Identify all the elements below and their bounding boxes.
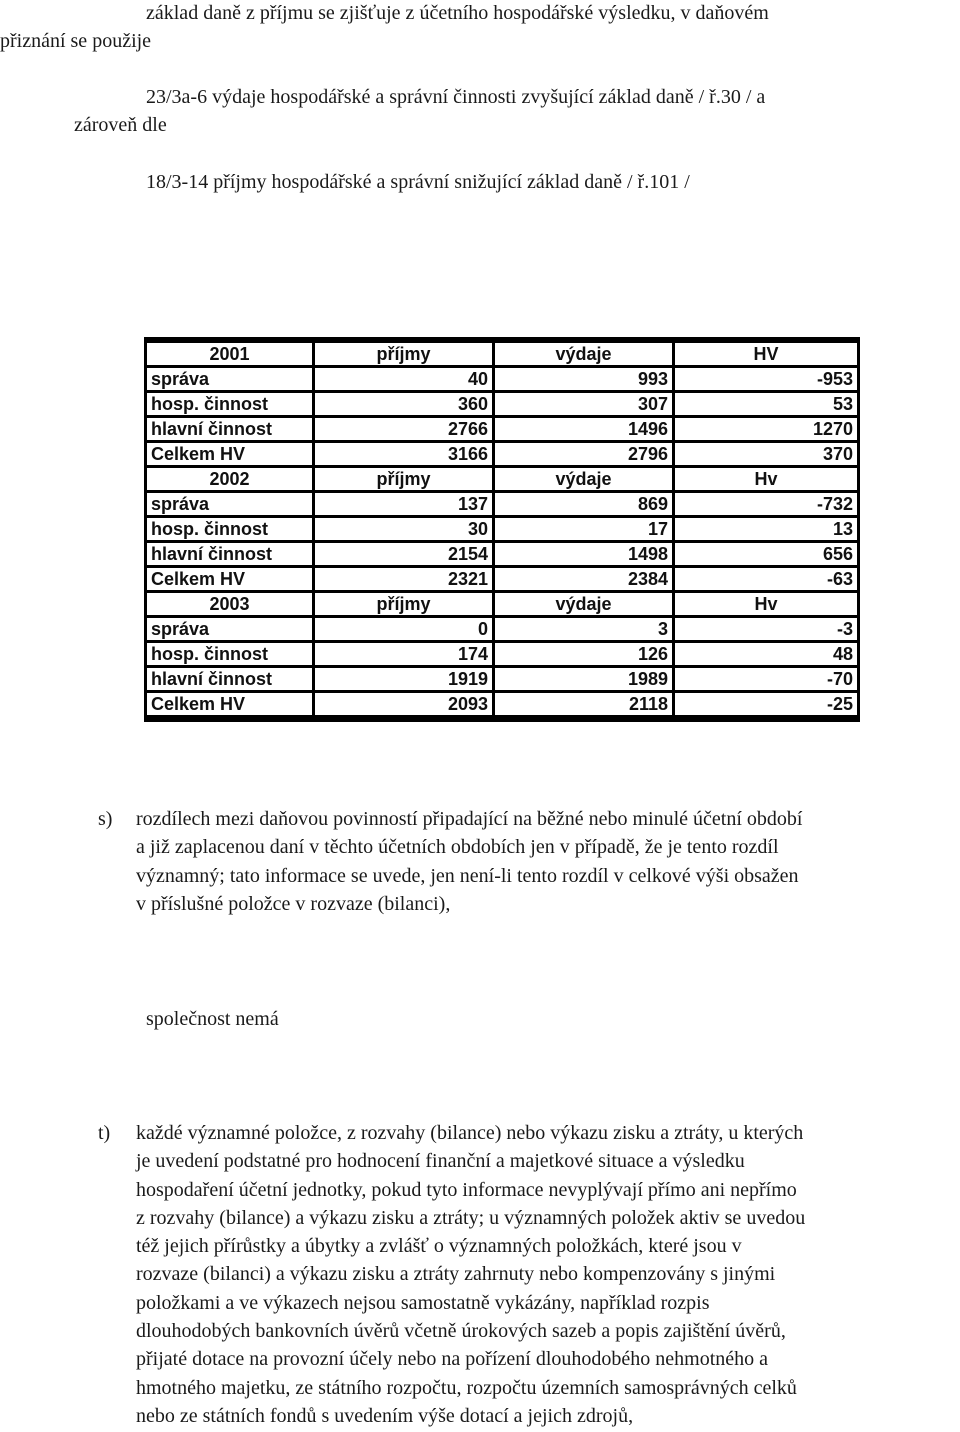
value-cell: 126 <box>495 643 675 665</box>
row-label-cell: správa <box>147 368 315 390</box>
row-label-cell: Celkem HV <box>147 568 315 590</box>
intro-line-4: zároveň dle <box>74 114 167 136</box>
table-header-row <box>147 593 857 615</box>
value-cell: 2321 <box>315 568 495 590</box>
financial-table <box>144 337 860 722</box>
value-cell: 174 <box>315 643 495 665</box>
value-cell: 307 <box>495 393 675 415</box>
row-label-cell: hlavní činnost <box>147 543 315 565</box>
item-line: též jejich přírůstky a úbytky a zvlášť o významných položkách, které jsou v <box>136 1235 742 1258</box>
value-cell: 1919 <box>315 668 495 690</box>
column-header-cell: příjmy <box>315 468 495 490</box>
table-row <box>147 693 857 715</box>
value-cell: 1989 <box>495 668 675 690</box>
item-line: a již zaplacenou daní v těchto účetních obdobích jen v případě, že je tento rozdíl <box>136 836 779 859</box>
table-row <box>147 418 857 440</box>
table-row <box>147 493 857 515</box>
value-cell: -3 <box>675 618 857 640</box>
value-cell: 3 <box>495 618 675 640</box>
item-line: významný; tato informace se uvede, jen není-li tento rozdíl v celkové výši obsažen <box>136 864 799 887</box>
column-header-cell: Hv <box>675 468 857 490</box>
item-body <box>136 805 960 918</box>
value-cell: 993 <box>495 368 675 390</box>
column-header-cell: HV <box>675 343 857 365</box>
table-row <box>147 393 857 415</box>
row-label-cell: hlavní činnost <box>147 668 315 690</box>
item-line: hmotného majetku, ze státního rozpočtu, rozpočtu územních samosprávných celků <box>136 1376 797 1399</box>
item-line: rozvaze (bilanci) a výkazu zisku a ztráty zahrnuty nebo kompenzovány s jinými <box>136 1263 776 1286</box>
column-header-cell: Hv <box>675 593 857 615</box>
row-label-cell: Celkem HV <box>147 443 315 465</box>
row-label-cell: správa <box>147 493 315 515</box>
value-cell: 2766 <box>315 418 495 440</box>
row-label-cell: Celkem HV <box>147 693 315 715</box>
value-cell: 370 <box>675 443 857 465</box>
item-line: dlouhodobých bankovních úvěrů včetně úrokových sazeb a popis zajištění úvěrů, <box>136 1320 786 1343</box>
value-cell: -732 <box>675 493 857 515</box>
value-cell: 869 <box>495 493 675 515</box>
value-cell: -953 <box>675 368 857 390</box>
value-cell: 2093 <box>315 693 495 715</box>
intro-line-1: základ daně z příjmu se zjišťuje z účetního hospodářské výsledku, v daňovém <box>146 2 769 24</box>
financial-table-grid <box>147 340 857 718</box>
table-header-row <box>147 343 857 365</box>
table-row <box>147 618 857 640</box>
value-cell: 0 <box>315 618 495 640</box>
column-header-cell: výdaje <box>495 468 675 490</box>
value-cell: -25 <box>675 693 857 715</box>
table-row <box>147 643 857 665</box>
column-header-cell: výdaje <box>495 343 675 365</box>
value-cell: 656 <box>675 543 857 565</box>
row-label-cell: hosp. činnost <box>147 393 315 415</box>
value-cell: 1270 <box>675 418 857 440</box>
year-header-cell: 2002 <box>147 468 315 490</box>
item-line: je uvedení podstatné pro hodnocení finanční a majetkové situace a výsledku <box>136 1150 745 1173</box>
value-cell: -70 <box>675 668 857 690</box>
row-label-cell: hlavní činnost <box>147 418 315 440</box>
value-cell: 53 <box>675 393 857 415</box>
list-item-t <box>98 1119 960 1430</box>
item-line: položkami a ve výkazech nejsou samostatně vykázány, například rozpis <box>136 1291 710 1314</box>
value-cell: 1498 <box>495 543 675 565</box>
table-row <box>147 443 857 465</box>
item-body <box>136 1119 960 1430</box>
value-cell: 2118 <box>495 693 675 715</box>
item-line: v příslušné položce v rozvaze (bilanci), <box>136 892 451 915</box>
intro-line-3: 23/3a-6 výdaje hospodářské a správní činnosti zvyšující základ daně / ř.30 / a <box>146 86 766 108</box>
list-item-s <box>98 805 960 918</box>
column-header-cell: příjmy <box>315 593 495 615</box>
intro-line-2: přiznání se použije <box>0 30 152 52</box>
value-cell: 13 <box>675 518 857 540</box>
row-label-cell: hosp. činnost <box>147 518 315 540</box>
column-header-cell: výdaje <box>495 593 675 615</box>
year-header-cell: 2003 <box>147 593 315 615</box>
value-cell: 360 <box>315 393 495 415</box>
item-line: nebo ze státních fondů s uvedením výše dotací a jejich zdrojů, <box>136 1404 634 1427</box>
table-row <box>147 668 857 690</box>
value-cell: 17 <box>495 518 675 540</box>
note-text: společnost nemá <box>146 1008 279 1030</box>
value-cell: 30 <box>315 518 495 540</box>
year-header-cell: 2001 <box>147 343 315 365</box>
item-line: rozdílech mezi daňovou povinností připadající na běžné nebo minulé účetní období <box>136 808 803 830</box>
value-cell: 48 <box>675 643 857 665</box>
column-header-cell: příjmy <box>315 343 495 365</box>
value-cell: 2796 <box>495 443 675 465</box>
row-label-cell: hosp. činnost <box>147 643 315 665</box>
table-row <box>147 543 857 565</box>
item-marker: t) <box>98 1122 111 1144</box>
value-cell: 2154 <box>315 543 495 565</box>
table-header-row <box>147 468 857 490</box>
value-cell: 3166 <box>315 443 495 465</box>
item-line: každé významné položce, z rozvahy (bilance) nebo výkazu zisku a ztráty, u kterých <box>136 1122 804 1144</box>
table-row <box>147 518 857 540</box>
table-row <box>147 368 857 390</box>
item-line: hospodaření účetní jednotky, pokud tyto informace nevyplývají přímo ani nepřímo <box>136 1178 797 1201</box>
intro-line-5: 18/3-14 příjmy hospodářské a správní snižující základ daně / ř.101 / <box>146 171 690 193</box>
value-cell: 137 <box>315 493 495 515</box>
table-row <box>147 568 857 590</box>
row-label-cell: správa <box>147 618 315 640</box>
item-line: přijaté dotace na provozní účely nebo na pořízení dlouhodobého nehmotného a <box>136 1348 769 1371</box>
item-marker: s) <box>98 808 113 830</box>
value-cell: 40 <box>315 368 495 390</box>
value-cell: 2384 <box>495 568 675 590</box>
value-cell: 1496 <box>495 418 675 440</box>
value-cell: -63 <box>675 568 857 590</box>
item-line: z rozvahy (bilance) a výkazu zisku a ztráty; u významných položek aktiv se uvedou <box>136 1206 806 1229</box>
